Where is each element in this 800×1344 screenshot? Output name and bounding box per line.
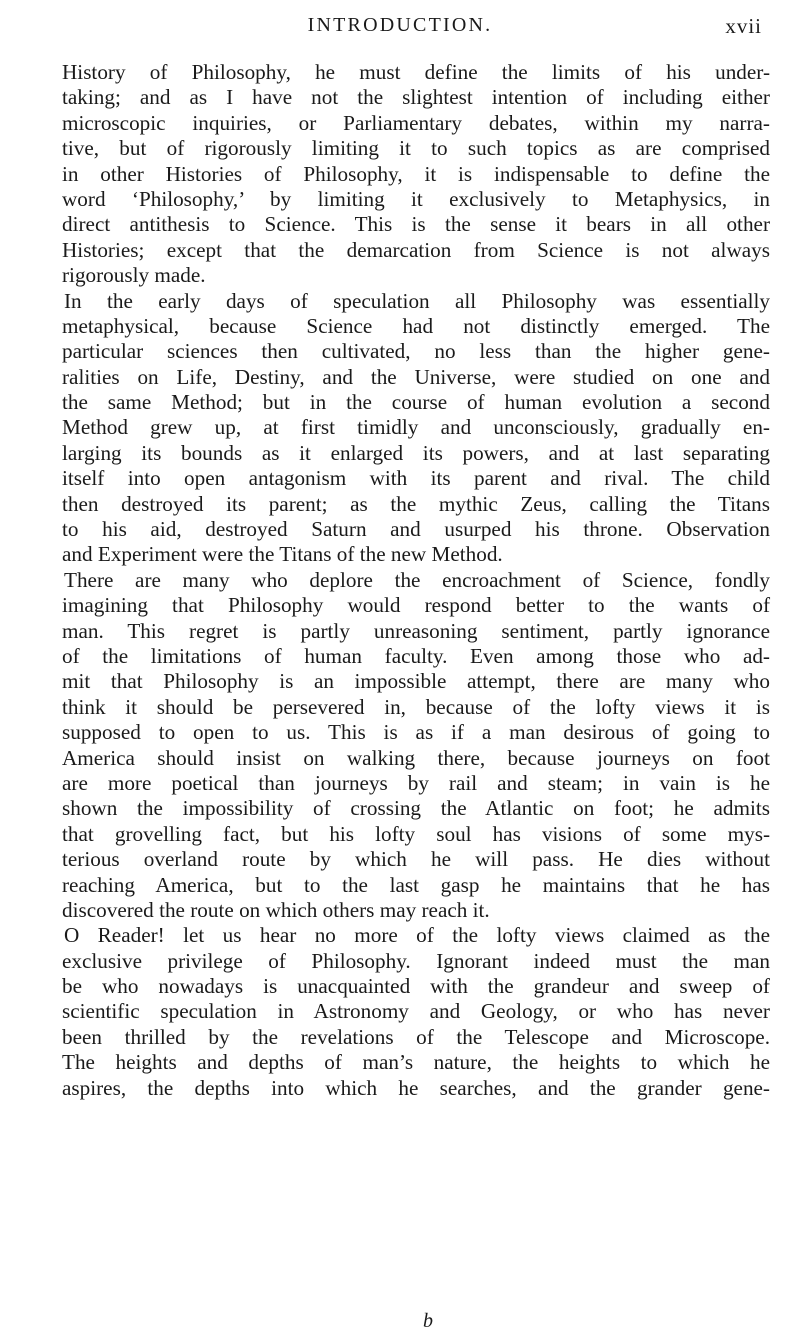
- text-line: ralities on Life, Destiny, and the Universe, were studied on one and: [62, 364, 770, 389]
- text-line: scientific speculation in Astronomy and Geology, or who has never: [62, 999, 770, 1024]
- text-line: Histories; except that the demarcation from Science is not always: [62, 237, 770, 262]
- text-line: microscopic inquiries, or Parliamentary debates, within my narra-: [62, 110, 770, 135]
- text-line: and Experiment were the Titans of the new Method.: [62, 542, 503, 567]
- text-line: particular sciences then cultivated, no less than the higher gene-: [62, 339, 770, 364]
- text-line: larging its bounds as it enlarged its powers, and at last separating: [62, 440, 770, 465]
- text-line: aspires, the depths into which he searches, and the grander gene-: [62, 1075, 770, 1100]
- text-line: History of Philosophy, he must define the limits of his under-: [62, 60, 770, 84]
- running-head: [0, 14, 800, 46]
- text-line: think it should be persevered in, because of the lofty views it is: [62, 694, 770, 719]
- text-line: The heights and depths of man’s nature, the heights to which he: [62, 1050, 770, 1075]
- text-line: word ‘Philosophy,’ by limiting it exclusively to Metaphysics, in: [62, 186, 770, 211]
- text-line: supposed to open to us. This is as if a man desirous of going to: [62, 720, 770, 745]
- text-line: shown the impossibility of crossing the Atlantic on foot; he admits: [62, 796, 770, 821]
- body-text: [62, 60, 770, 1101]
- text-line: taking; and as I have not the slightest intention of including either: [62, 85, 770, 110]
- text-line: are more poetical than journeys by rail and steam; in vain is he: [62, 770, 770, 795]
- text-line: Method grew up, at first timidly and unconsciously, gradually en-: [62, 415, 770, 440]
- text-line: that grovelling fact, but his lofty soul has visions of some mys-: [62, 821, 770, 846]
- text-line: reaching America, but to the last gasp he maintains that he has: [62, 872, 770, 897]
- signature-mark: b: [423, 1310, 433, 1332]
- paragraph-start-line: O Reader! let us hear no more of the lofty views claimed as the: [64, 923, 770, 948]
- text-line: America should insist on walking there, because journeys on foot: [62, 745, 770, 770]
- paragraph-start-line: There are many who deplore the encroachment of Science, fondly: [64, 567, 770, 592]
- text-line: exclusive privilege of Philosophy. Ignorant indeed must the man: [62, 948, 770, 973]
- text-line: be who nowadays is unacquainted with the grandeur and sweep of: [62, 974, 770, 999]
- text-line: to his aid, destroyed Saturn and usurped his throne. Observation: [62, 517, 770, 542]
- text-line: in other Histories of Philosophy, it is indispensable to define the: [62, 161, 770, 186]
- paragraph-start-line: In the early days of speculation all Philosophy was essentially: [64, 288, 770, 313]
- text-line: then destroyed its parent; as the mythic Zeus, calling the Titans: [62, 491, 770, 516]
- text-line: man. This regret is partly unreasoning sentiment, partly ignorance: [62, 618, 770, 643]
- text-line: metaphysical, because Science had not distinctly emerged. The: [62, 313, 770, 338]
- page-number: xvii: [725, 14, 762, 38]
- text-line: been thrilled by the revelations of the Telescope and Microscope.: [62, 1024, 770, 1049]
- text-line: mit that Philosophy is an impossible attempt, there are many who: [62, 669, 770, 694]
- running-title: INTRODUCTION.: [307, 14, 493, 36]
- text-line: terious overland route by which he will pass. He dies without: [62, 847, 770, 872]
- text-line: the same Method; but in the course of human evolution a second: [62, 390, 770, 415]
- text-line: discovered the route on which others may reach it.: [62, 897, 490, 922]
- text-line: of the limitations of human faculty. Even among those who ad-: [62, 643, 770, 668]
- text-line: imagining that Philosophy would respond better to the wants of: [62, 593, 770, 618]
- text-line: itself into open antagonism with its parent and rival. The child: [62, 466, 770, 491]
- text-line: direct antithesis to Science. This is the sense it bears in all other: [62, 212, 770, 237]
- text-line: tive, but of rigorously limiting it to such topics as are comprised: [62, 136, 770, 161]
- text-line: rigorously made.: [62, 263, 206, 288]
